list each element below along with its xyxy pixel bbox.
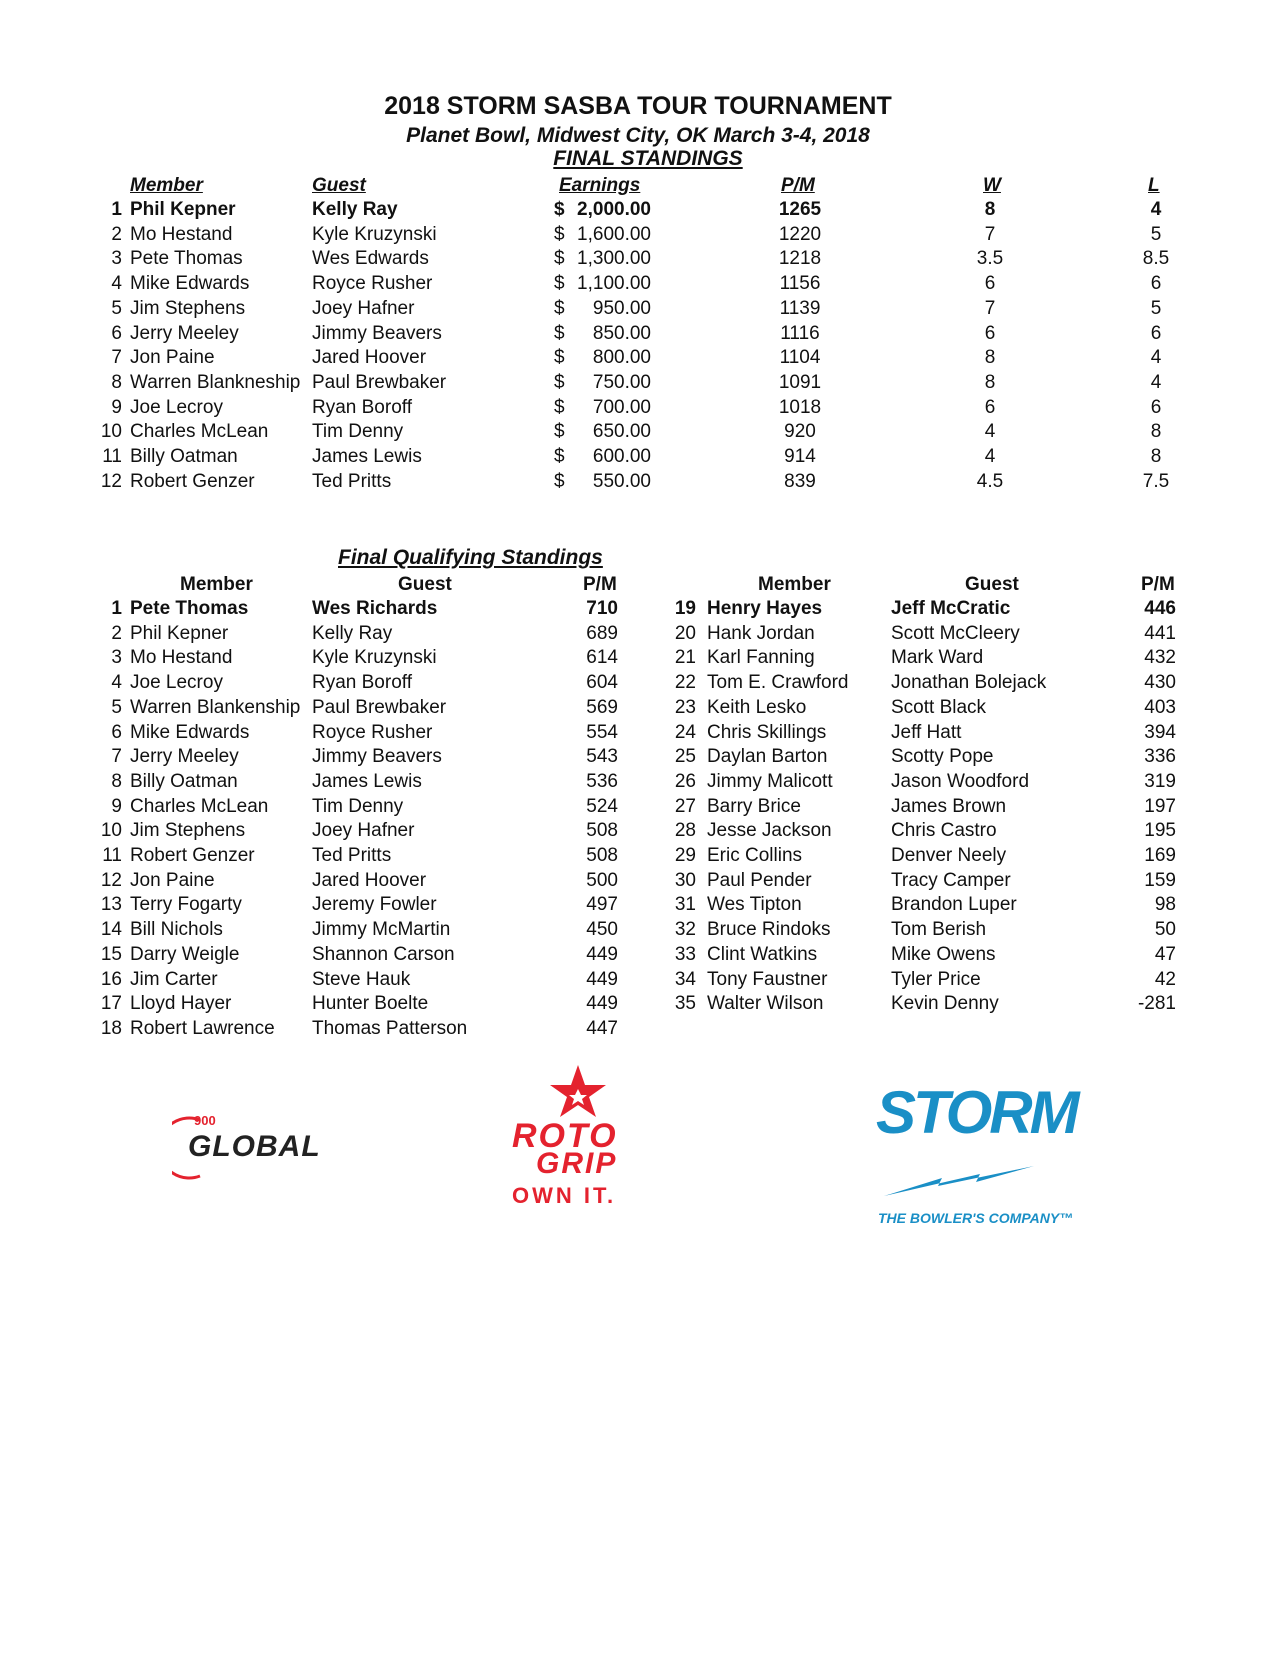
rank-cell: 11	[102, 446, 122, 467]
guest-cell: James Brown	[891, 795, 1007, 817]
member-cell: Mike Edwards	[130, 273, 250, 295]
pm-cell: 449	[586, 993, 618, 1015]
guest-cell: Paul Brewbaker	[312, 696, 447, 718]
guest-cell: Royce Rusher	[312, 273, 433, 295]
guest-cell: Ryan Boroff	[312, 396, 412, 418]
pm-cell: 1104	[779, 347, 821, 369]
pm-cell: 604	[586, 672, 618, 694]
rank-cell: 2	[111, 622, 122, 644]
member-cell: Jerry Meeley	[130, 322, 239, 344]
losses-cell: 4	[1150, 199, 1162, 220]
member-cell: Joe Lecroy	[130, 672, 223, 694]
losses-cell: 8.5	[1142, 248, 1170, 270]
rank-cell: 7	[111, 746, 122, 768]
rank-cell: 12	[100, 470, 122, 492]
losses-cell: 8	[1150, 446, 1162, 467]
member-cell: Warren Blankenship	[130, 696, 301, 718]
earnings-cell: 950.00	[592, 297, 651, 319]
pm-cell: 197	[1144, 795, 1176, 817]
member-cell: Jon Paine	[130, 347, 215, 369]
guest-cell: Jimmy Beavers	[312, 746, 442, 768]
member-cell: Bruce Rindoks	[707, 919, 831, 941]
pm-cell: 569	[586, 696, 618, 718]
member-cell: Darry Weigle	[130, 943, 240, 965]
pm-cell: 1265	[778, 199, 822, 220]
member-cell: Daylan Barton	[707, 746, 828, 768]
wins-cell: 3.5	[976, 248, 1004, 270]
page-title: 2018 STORM SASBA TOUR TOURNAMENT	[384, 92, 892, 120]
rank-cell: 13	[100, 894, 122, 916]
table-row	[0, 647, 1276, 671]
rank-cell: 11	[102, 845, 122, 866]
header-pm: P/M	[781, 175, 815, 196]
guest-cell: Kelly Ray	[312, 622, 393, 644]
earnings-cell: 550.00	[592, 470, 651, 492]
q-header-member-left: Member	[180, 574, 253, 595]
table-row	[0, 623, 1276, 647]
member-cell: Keith Lesko	[707, 696, 807, 718]
star-icon	[508, 1063, 698, 1123]
member-cell: Hank Jordan	[707, 622, 815, 644]
member-cell: Tony Faustner	[707, 968, 828, 990]
pm-cell: 710	[586, 598, 618, 619]
guest-cell: James Lewis	[312, 770, 422, 792]
rank-cell: 2	[111, 223, 122, 245]
rank-cell: 12	[100, 869, 122, 891]
pm-cell: -281	[1137, 993, 1176, 1015]
guest-cell: Scotty Pope	[891, 746, 994, 768]
pm-cell: 159	[1144, 869, 1176, 891]
pm-cell: 1091	[778, 371, 822, 393]
wins-cell: 8	[984, 347, 996, 369]
guest-cell: Kelly Ray	[312, 199, 398, 220]
rank-cell: 30	[674, 869, 696, 891]
global-900-logo	[172, 1112, 372, 1182]
member-cell: Robert Genzer	[130, 845, 255, 866]
member-cell: Karl Fanning	[707, 647, 815, 669]
guest-cell: Brandon Luper	[891, 894, 1017, 916]
dollar-sign: $	[554, 470, 565, 492]
guest-cell: Joey Hafner	[312, 297, 415, 319]
guest-cell: Kevin Denny	[891, 993, 999, 1015]
guest-cell: Mark Ward	[891, 647, 984, 669]
pm-cell: 839	[784, 470, 816, 492]
rank-cell: 9	[111, 396, 122, 418]
table-row	[0, 273, 1276, 297]
guest-cell: Thomas Patterson	[312, 1017, 468, 1039]
wins-cell: 4	[984, 446, 996, 467]
pm-cell: 1218	[778, 248, 822, 270]
guest-cell: Chris Castro	[891, 820, 997, 842]
member-cell: Eric Collins	[707, 845, 803, 866]
pm-cell: 614	[586, 647, 618, 669]
pm-cell: 914	[784, 446, 816, 467]
earnings-cell: 600.00	[592, 446, 651, 467]
final-standings-heading: FINAL STANDINGS	[553, 147, 743, 170]
grip-text: GRIP	[536, 1147, 618, 1180]
guest-cell: Denver Neely	[891, 845, 1007, 866]
wins-cell: 4	[984, 421, 996, 443]
wins-cell: 8	[984, 371, 996, 393]
guest-cell: Kyle Kruzynski	[312, 647, 437, 669]
member-cell: Clint Watkins	[707, 943, 818, 965]
guest-cell: Tim Denny	[312, 795, 404, 817]
qualifying-heading: Final Qualifying Standings	[338, 546, 603, 569]
wins-cell: 6	[984, 322, 996, 344]
member-cell: Charles McLean	[130, 795, 269, 817]
member-cell: Bill Nichols	[130, 919, 223, 941]
member-cell: Paul Pender	[707, 869, 812, 891]
member-cell: Chris Skillings	[707, 721, 827, 743]
guest-cell: Ted Pritts	[312, 470, 392, 492]
guest-cell: Jeremy Fowler	[312, 894, 437, 916]
pm-cell: 449	[586, 968, 618, 990]
rank-cell: 22	[674, 672, 696, 694]
rank-cell: 5	[111, 696, 122, 718]
table-row	[0, 697, 1276, 721]
member-cell: Jesse Jackson	[707, 820, 832, 842]
rank-cell: 9	[111, 795, 122, 817]
wins-cell: 4.5	[976, 470, 1004, 492]
table-row	[0, 771, 1276, 795]
guest-cell: Kyle Kruzynski	[312, 223, 437, 245]
member-cell: Wes Tipton	[707, 894, 802, 916]
losses-cell: 5	[1150, 223, 1162, 245]
member-cell: Warren Blankneship	[130, 371, 301, 393]
member-cell: Pete Thomas	[130, 598, 249, 619]
header-guest: Guest	[312, 175, 366, 196]
pm-cell: 497	[586, 894, 618, 916]
guest-cell: Tim Denny	[312, 421, 404, 443]
member-cell: Mike Edwards	[130, 721, 250, 743]
rank-cell: 21	[674, 647, 696, 669]
member-cell: Jimmy Malicott	[707, 770, 833, 792]
pm-cell: 508	[586, 845, 618, 866]
wins-cell: 6	[984, 273, 996, 295]
q-header-guest-right: Guest	[965, 574, 1019, 595]
table-row	[0, 598, 1276, 622]
table-row	[0, 471, 1276, 495]
table-row	[0, 347, 1276, 371]
pm-cell: 441	[1144, 622, 1176, 644]
dollar-sign: $	[554, 248, 565, 270]
table-row	[0, 672, 1276, 696]
pm-cell: 394	[1144, 721, 1176, 743]
pm-cell: 432	[1144, 647, 1176, 669]
rank-cell: 6	[111, 721, 122, 743]
wins-cell: 6	[984, 396, 996, 418]
table-row	[0, 746, 1276, 770]
pm-cell: 403	[1144, 696, 1176, 718]
dollar-sign: $	[554, 371, 565, 393]
rank-cell: 32	[674, 919, 696, 941]
storm-text: STORM	[876, 1079, 1077, 1146]
member-cell: Billy Oatman	[130, 770, 238, 792]
global-text: GLOBAL	[188, 1130, 321, 1163]
member-cell: Terry Fogarty	[130, 894, 242, 916]
table-row	[0, 870, 1276, 894]
losses-cell: 5	[1150, 297, 1162, 319]
earnings-cell: 1,600.00	[577, 223, 651, 245]
table-row	[0, 722, 1276, 746]
guest-cell: Wes Edwards	[312, 248, 429, 270]
guest-cell: Jonathan Bolejack	[891, 672, 1047, 694]
rank-cell: 25	[674, 746, 696, 768]
guest-cell: Joey Hafner	[312, 820, 415, 842]
table-row	[0, 820, 1276, 844]
pm-cell: 450	[586, 919, 618, 941]
rank-cell: 5	[111, 297, 122, 319]
table-row	[0, 969, 1276, 993]
member-cell: Henry Hayes	[707, 598, 823, 619]
pm-cell: 336	[1144, 746, 1176, 768]
pm-cell: 920	[784, 421, 816, 443]
guest-cell: Hunter Boelte	[312, 993, 429, 1015]
final-standings-header	[0, 175, 1276, 199]
rank-cell: 1	[111, 598, 122, 619]
pm-cell: 50	[1154, 919, 1176, 941]
member-cell: Mo Hestand	[130, 647, 233, 669]
member-cell: Mo Hestand	[130, 223, 233, 245]
header-earnings: Earnings	[559, 175, 641, 196]
rank-cell: 4	[111, 273, 122, 295]
guest-cell: Paul Brewbaker	[312, 371, 447, 393]
rank-cell: 3	[111, 248, 122, 270]
table-row	[0, 993, 1276, 1017]
pm-cell: 169	[1144, 845, 1176, 866]
losses-cell: 6	[1150, 396, 1162, 418]
q-header-member-right: Member	[758, 574, 831, 595]
losses-cell: 4	[1150, 371, 1162, 393]
pm-cell: 543	[586, 746, 618, 768]
table-row	[0, 919, 1276, 943]
rank-cell: 14	[100, 919, 122, 941]
table-row	[0, 421, 1276, 445]
pm-cell: 1018	[778, 396, 822, 418]
member-cell: Tom E. Crawford	[707, 672, 849, 694]
earnings-cell: 700.00	[592, 396, 651, 418]
rank-cell: 34	[674, 968, 696, 990]
pm-cell: 319	[1144, 770, 1176, 792]
member-cell: Lloyd Hayer	[130, 993, 232, 1015]
rank-cell: 1	[111, 199, 122, 220]
member-cell: Robert Genzer	[130, 470, 255, 492]
member-cell: Phil Kepner	[130, 622, 229, 644]
rank-cell: 10	[100, 820, 122, 842]
bowlers-company-text: THE BOWLER'S COMPANY™	[878, 1210, 1074, 1226]
pm-cell: 536	[586, 770, 618, 792]
table-row	[0, 372, 1276, 396]
rank-cell: 15	[100, 943, 122, 965]
pm-cell: 508	[586, 820, 618, 842]
dollar-sign: $	[554, 223, 565, 245]
table-row	[0, 845, 1276, 869]
guest-cell: Jared Hoover	[312, 869, 427, 891]
member-cell: Joe Lecroy	[130, 396, 223, 418]
pm-cell: 524	[586, 795, 618, 817]
rank-cell: 20	[674, 622, 696, 644]
rank-cell: 23	[674, 696, 696, 718]
table-row	[0, 446, 1276, 470]
member-cell: Barry Brice	[707, 795, 801, 817]
member-cell: Jerry Meeley	[130, 746, 239, 768]
guest-cell: Ted Pritts	[312, 845, 392, 866]
pm-cell: 98	[1154, 894, 1176, 916]
losses-cell: 7.5	[1142, 470, 1170, 492]
member-cell: Jon Paine	[130, 869, 215, 891]
earnings-cell: 800.00	[592, 347, 651, 369]
event-subtitle: Planet Bowl, Midwest City, OK March 3-4, 2018	[406, 124, 870, 147]
rank-cell: 28	[674, 820, 696, 842]
earnings-cell: 2,000.00	[577, 199, 651, 220]
guest-cell: Tyler Price	[891, 968, 981, 990]
dollar-sign: $	[554, 396, 565, 418]
earnings-cell: 850.00	[592, 322, 651, 344]
guest-cell: Steve Hauk	[312, 968, 411, 990]
rank-cell: 31	[674, 894, 696, 916]
table-row	[0, 894, 1276, 918]
rank-cell: 8	[111, 770, 122, 792]
rank-cell: 6	[111, 322, 122, 344]
dollar-sign: $	[554, 421, 565, 443]
guest-cell: James Lewis	[312, 446, 422, 467]
losses-cell: 4	[1150, 347, 1162, 369]
lightning-bolt-icon	[884, 1162, 1044, 1198]
losses-cell: 8	[1150, 421, 1162, 443]
losses-cell: 6	[1150, 273, 1162, 295]
rank-cell: 35	[674, 993, 696, 1015]
guest-cell: Mike Owens	[891, 943, 996, 965]
rank-cell: 27	[674, 795, 696, 817]
rank-cell: 16	[100, 968, 122, 990]
earnings-cell: 1,100.00	[577, 273, 651, 295]
rank-cell: 33	[674, 943, 696, 965]
table-row	[0, 944, 1276, 968]
pm-cell: 1116	[780, 322, 820, 344]
guest-cell: Tom Berish	[891, 919, 987, 941]
earnings-cell: 750.00	[592, 371, 651, 393]
table-row	[0, 397, 1276, 421]
pm-cell: 449	[586, 943, 618, 965]
guest-cell: Jeff McCratic	[891, 598, 1011, 619]
table-row	[0, 796, 1276, 820]
pm-cell: 430	[1144, 672, 1176, 694]
pm-cell: 47	[1154, 943, 1176, 965]
earnings-cell: 1,300.00	[577, 248, 651, 270]
member-cell: Jim Carter	[130, 968, 218, 990]
guest-cell: Jason Woodford	[891, 770, 1030, 792]
member-cell: Jim Stephens	[130, 820, 246, 842]
dollar-sign: $	[554, 273, 565, 295]
guest-cell: Shannon Carson	[312, 943, 455, 965]
wins-cell: 7	[984, 223, 996, 245]
pm-cell: 1156	[779, 273, 821, 295]
rank-cell: 10	[100, 421, 122, 443]
guest-cell: Scott Black	[891, 696, 987, 718]
rank-cell: 24	[674, 721, 696, 743]
member-cell: Charles McLean	[130, 421, 269, 443]
guest-cell: Jimmy McMartin	[312, 919, 451, 941]
pm-cell: 554	[586, 721, 618, 743]
member-cell: Jim Stephens	[130, 297, 246, 319]
pm-cell: 500	[586, 869, 618, 891]
member-cell: Pete Thomas	[130, 248, 243, 270]
dollar-sign: $	[554, 199, 565, 220]
header-wins: W	[983, 175, 1001, 196]
roto-grip-logo	[508, 1063, 698, 1211]
dollar-sign: $	[554, 297, 565, 319]
header-member: Member	[130, 175, 203, 196]
pm-cell: 1139	[779, 297, 821, 319]
guest-cell: Jimmy Beavers	[312, 322, 442, 344]
q-header-pm-right: P/M	[1141, 574, 1175, 595]
qualifying-header	[0, 574, 1276, 598]
wins-cell: 7	[984, 297, 996, 319]
table-row	[0, 248, 1276, 272]
guest-cell: Jeff Hatt	[891, 721, 962, 743]
rank-cell: 19	[674, 598, 696, 619]
earnings-cell: 650.00	[592, 421, 651, 443]
header-losses: L	[1148, 175, 1160, 196]
losses-cell: 6	[1150, 322, 1162, 344]
rank-cell: 18	[100, 1017, 122, 1039]
pm-cell: 195	[1144, 820, 1176, 842]
pm-cell: 447	[586, 1017, 618, 1039]
dollar-sign: $	[554, 446, 565, 467]
own-it-text: OWN IT.	[512, 1183, 617, 1208]
rank-cell: 29	[674, 845, 696, 866]
guest-cell: Scott McCleery	[891, 622, 1020, 644]
storm-logo	[872, 1078, 1077, 1238]
guest-cell: Wes Richards	[312, 598, 438, 619]
guest-cell: Royce Rusher	[312, 721, 433, 743]
guest-cell: Ryan Boroff	[312, 672, 412, 694]
pm-cell: 446	[1144, 598, 1176, 619]
rank-cell: 8	[111, 371, 122, 393]
table-row	[0, 1018, 1276, 1042]
rank-cell: 17	[100, 993, 122, 1015]
q-header-pm-left: P/M	[583, 574, 617, 595]
wins-cell: 8	[984, 199, 996, 220]
pm-cell: 1220	[778, 223, 822, 245]
guest-cell: Jared Hoover	[312, 347, 427, 369]
rank-cell: 26	[674, 770, 696, 792]
member-cell: Robert Lawrence	[130, 1017, 275, 1039]
table-row	[0, 199, 1276, 223]
member-cell: Phil Kepner	[130, 199, 236, 220]
rank-cell: 4	[111, 672, 122, 694]
pm-cell: 42	[1154, 968, 1176, 990]
rank-cell: 7	[111, 347, 122, 369]
member-cell: Walter Wilson	[707, 993, 824, 1015]
pm-cell: 689	[586, 622, 618, 644]
dollar-sign: $	[554, 347, 565, 369]
table-row	[0, 323, 1276, 347]
q-header-guest-left: Guest	[398, 574, 452, 595]
table-row	[0, 224, 1276, 248]
table-row	[0, 298, 1276, 322]
guest-cell: Tracy Camper	[891, 869, 1011, 891]
member-cell: Billy Oatman	[130, 446, 238, 467]
rank-cell: 3	[111, 647, 122, 669]
global-900-text: 900	[194, 1113, 216, 1128]
dollar-sign: $	[554, 322, 565, 344]
roto-text: ROTO	[512, 1117, 618, 1155]
